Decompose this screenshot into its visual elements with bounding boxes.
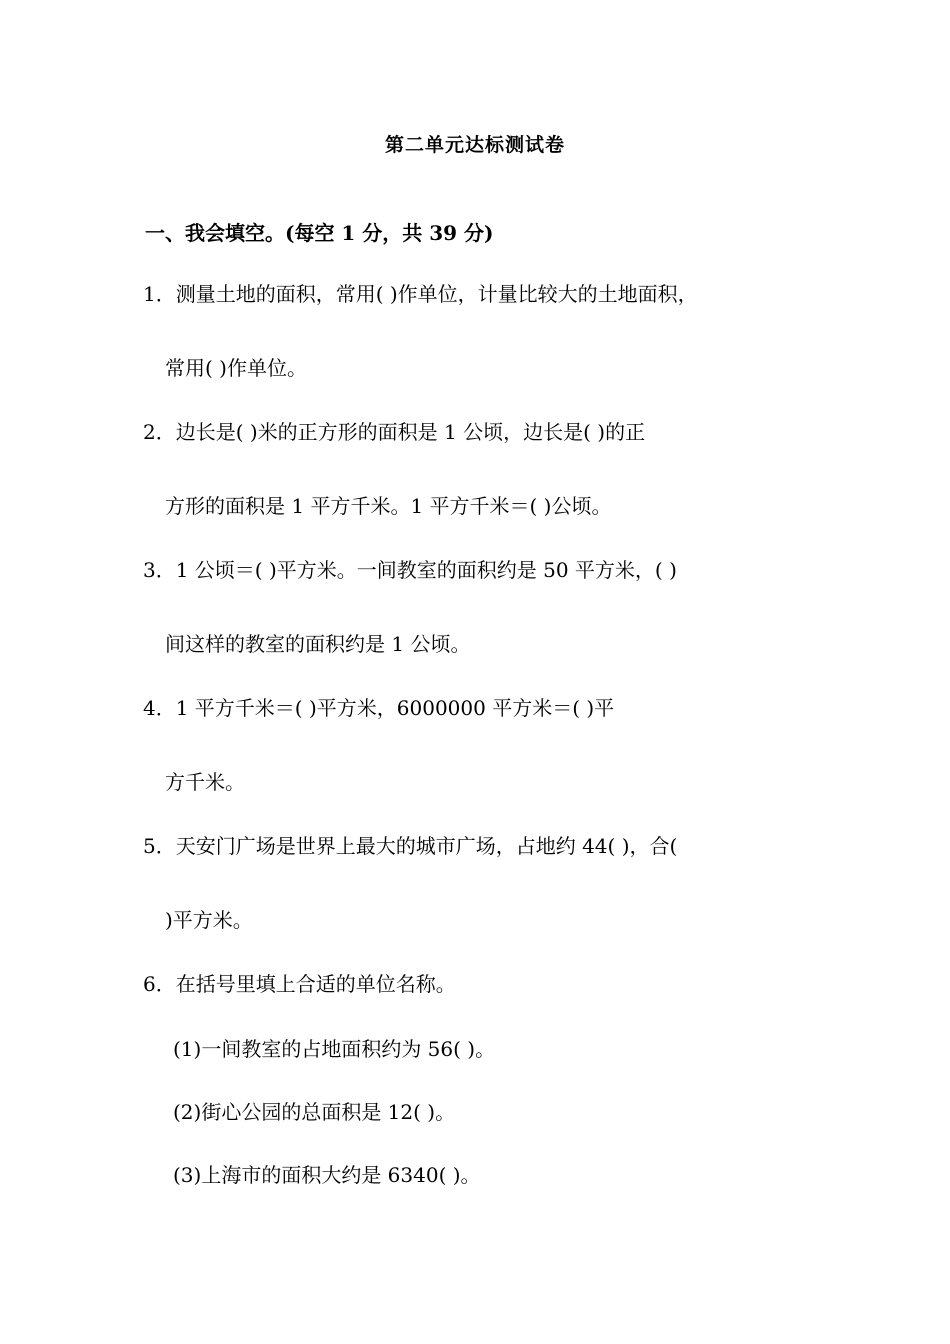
section-heading: 一、我会填空。(每空 1 分，共 39 分) <box>145 221 494 245</box>
question-3-line-2: 间这样的教室的面积约是 1 公顷。 <box>165 632 471 656</box>
question-1-line-2: 常用( )作单位。 <box>165 356 307 380</box>
question-2-line-1: 2．边长是( )米的正方形的面积是 1 公顷，边长是( )的正 <box>143 420 646 444</box>
question-4-line-2: 方千米。 <box>165 770 245 794</box>
question-2-line-2: 方形的面积是 1 平方千米。1 平方千米＝( )公顷。 <box>165 494 612 518</box>
question-6-sub-1: (1)一间教室的占地面积约为 56( )。 <box>173 1037 496 1061</box>
page-title: 第二单元达标测试卷 <box>384 134 565 156</box>
question-3-line-1: 3．1 公顷＝( )平方米。一间教室的面积约是 50 平方米，( ) <box>143 558 677 582</box>
question-4-line-1: 4．1 平方千米＝( )平方米，6000000 平方米＝( )平 <box>143 696 615 720</box>
question-5-line-2: )平方米。 <box>165 908 253 932</box>
question-1-line-1: 1．测量土地的面积，常用( )作单位，计量比较大的土地面积， <box>143 282 698 306</box>
question-6-line-1: 6．在括号里填上合适的单位名称。 <box>143 972 456 996</box>
question-5-line-1: 5．天安门广场是世界上最大的城市广场，占地约 44( )，合( <box>143 834 678 858</box>
question-6-sub-3: (3)上海市的面积大约是 6340( )。 <box>173 1163 481 1187</box>
question-6-sub-2: (2)街心公园的总面积是 12( )。 <box>173 1100 456 1124</box>
